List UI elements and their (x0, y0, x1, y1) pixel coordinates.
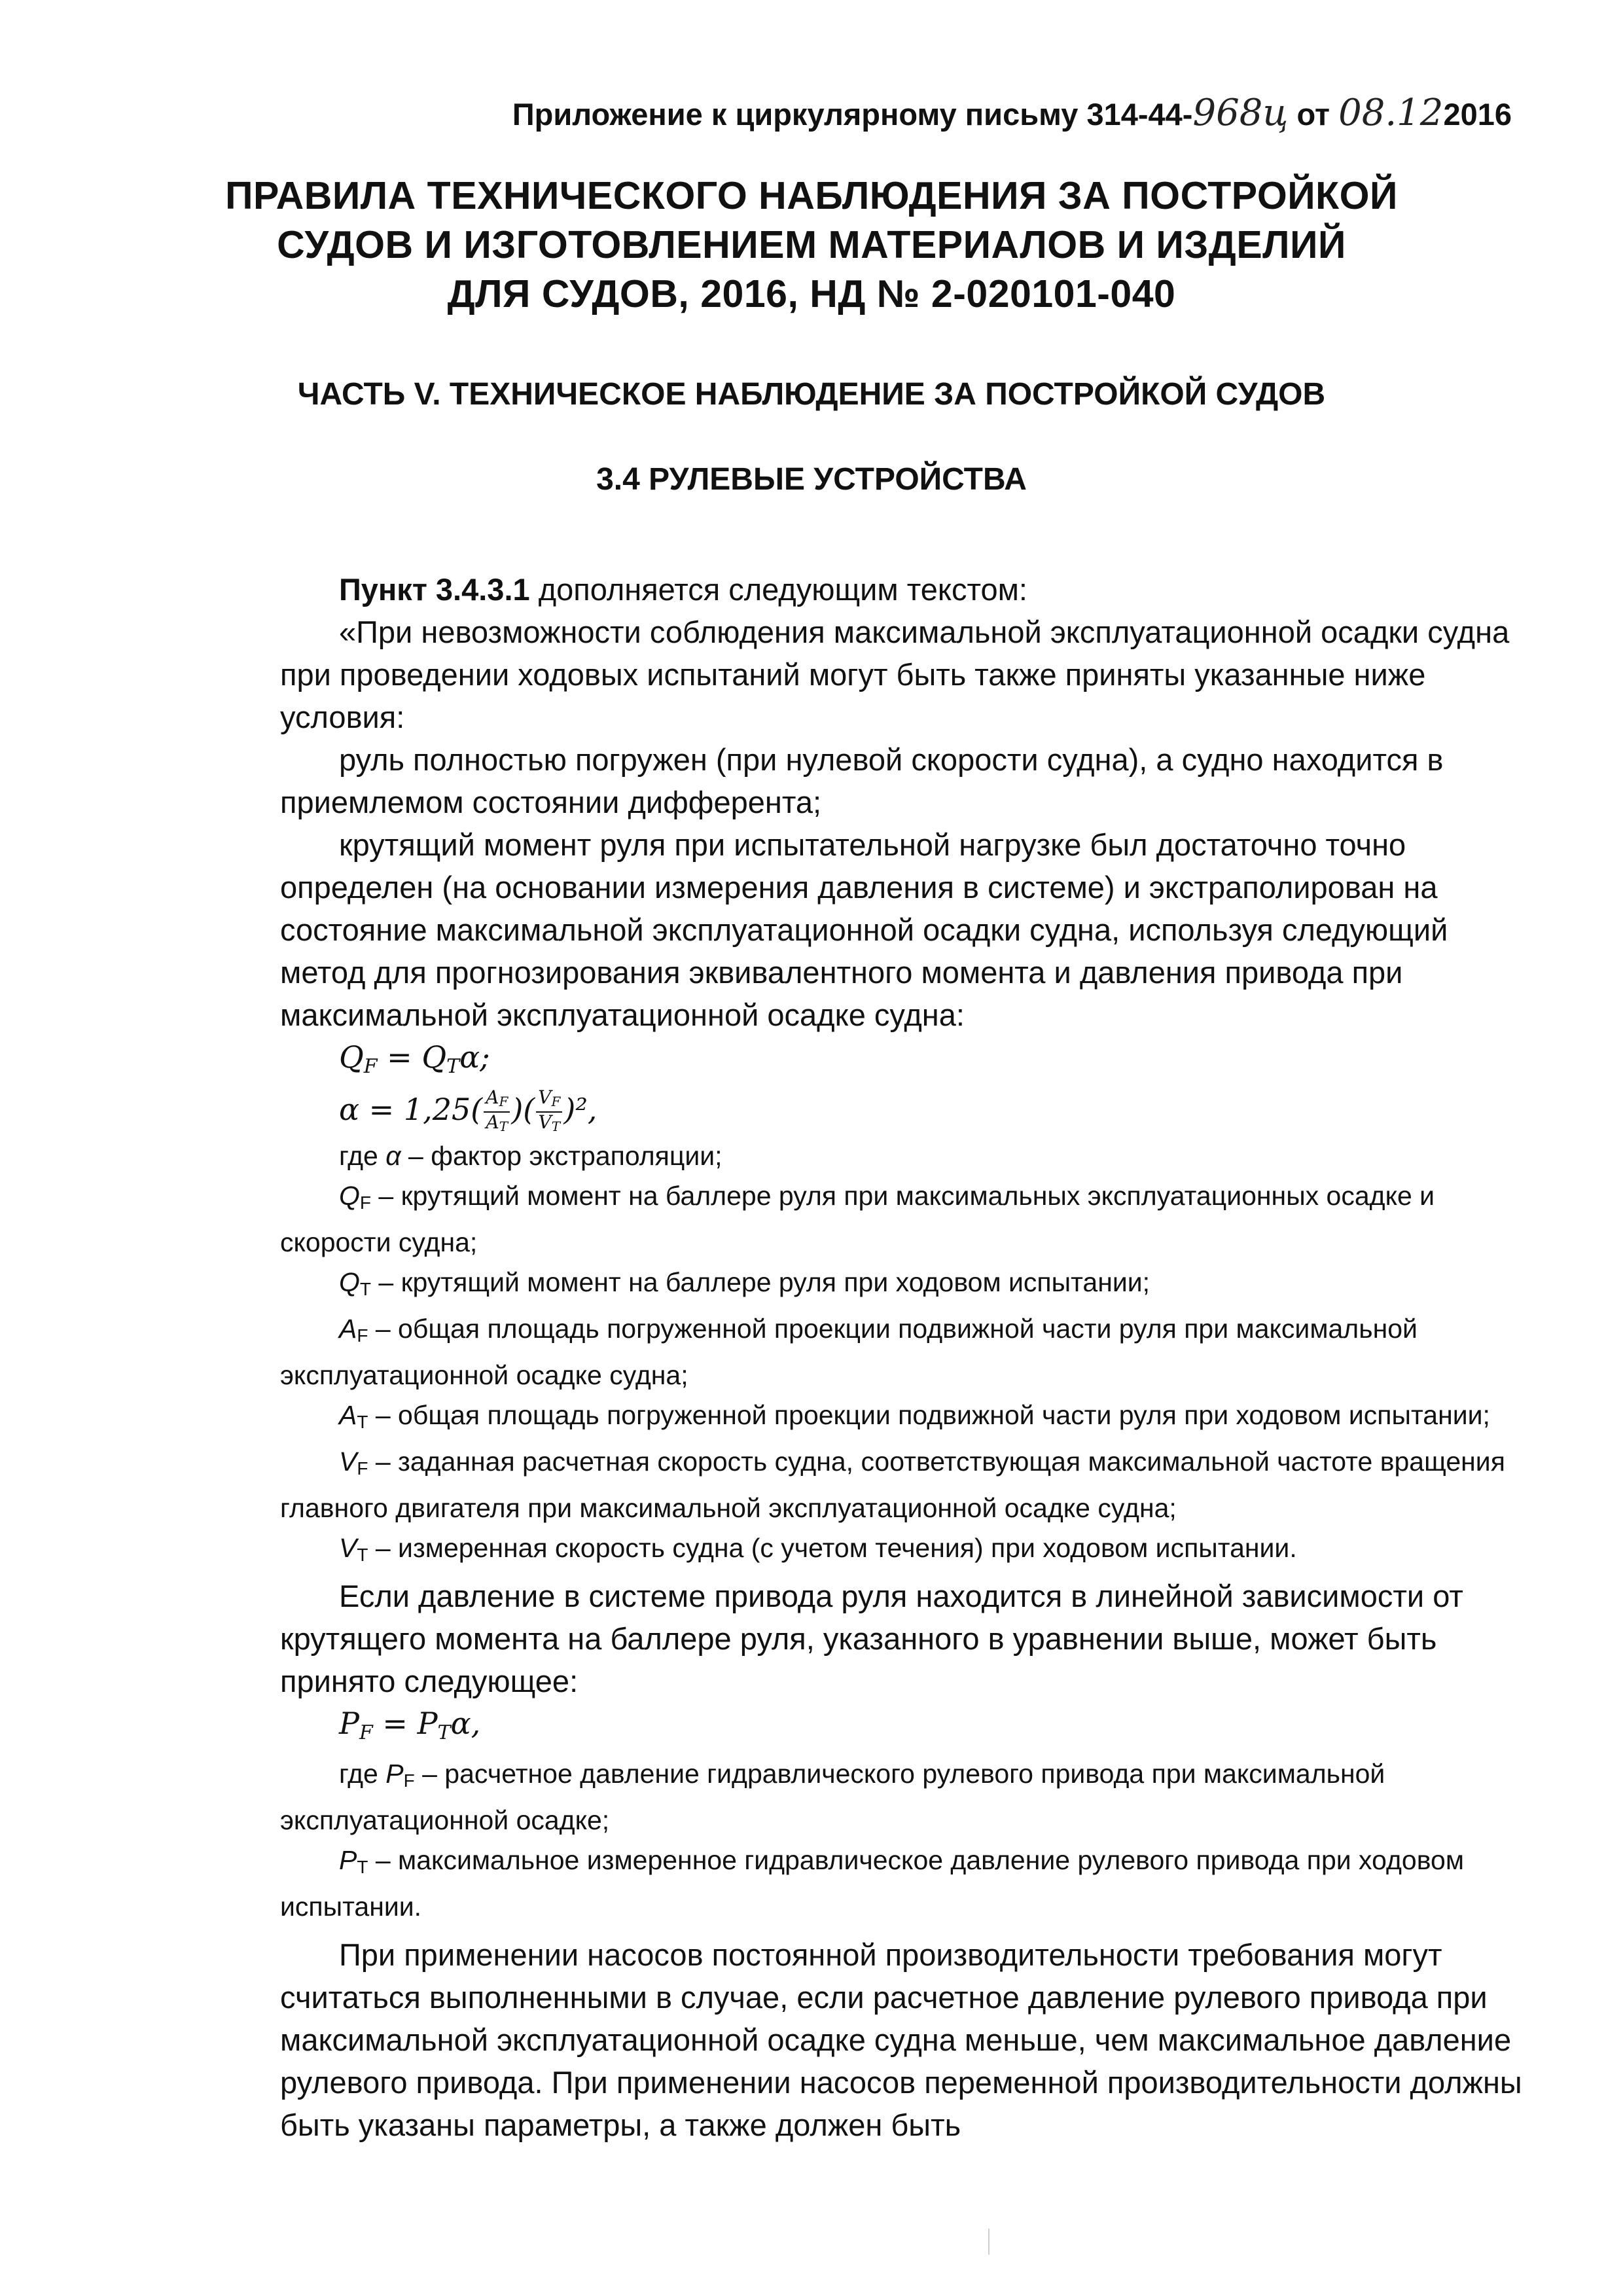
formula-symbol: Q (339, 1039, 364, 1075)
definition-subscript: T (359, 1279, 372, 1299)
header-from-label: от (1288, 97, 1339, 132)
appendix-header (512, 92, 1512, 134)
title-line: ПРАВИЛА ТЕХНИЧЕСКОГО НАБЛЮДЕНИЯ ЗА ПОСТРОЙКОЙ (225, 174, 1398, 217)
formula-operator: = (372, 1706, 418, 1741)
intro-paragraph (280, 568, 1524, 611)
definition-symbol: A (339, 1314, 357, 1344)
document-body (280, 568, 1524, 2146)
definition-item (280, 1528, 1524, 1575)
body-paragraph: руль полностью погружен (при нулевой скорости судна), а судно находится в приемлемом состоянии дифферента; (280, 742, 1444, 819)
definition-symbol: Q (339, 1181, 360, 1211)
definition-item (280, 1176, 1524, 1263)
intro-text: дополняется следующим текстом: (529, 572, 1027, 607)
fraction-numerator: $A_F$ (484, 1088, 510, 1113)
definition-item (280, 1395, 1524, 1442)
formula-subscript: T (437, 1721, 451, 1744)
formula-tail: α, (450, 1706, 481, 1741)
fraction-speed (536, 1088, 562, 1136)
definition-symbol: V (339, 1446, 357, 1477)
definition-subscript: F (359, 1193, 372, 1213)
scan-artifact-line (988, 2229, 990, 2255)
definition-symbol: α (385, 1141, 401, 1171)
document-title (131, 171, 1492, 319)
body-paragraph-pumps: При применении насосов постоянной производительности требования могут считаться выполненными в случае, если расчетное давление рулевого привода при максимальной эксплуатационной осадке судна меньше, чем максимальное давление рулевого привода. При применении насосов переменной производительности должны быть указаны параметры, а также должен быть (280, 1937, 1522, 2142)
definition-symbol: Q (339, 1267, 360, 1297)
definition-text: – фактор экстраполяции; (401, 1141, 722, 1171)
definition-text: – крутящий момент на баллере руля при максимальных эксплуатационных осадке и скорости судна; (280, 1181, 1435, 1257)
formula-symbol: Q (421, 1039, 447, 1075)
definition-symbol: P (339, 1845, 357, 1875)
handwritten-letter-number: 968ц (1192, 92, 1289, 134)
intro-clause-ref: Пункт 3.4.3.1 (339, 572, 530, 607)
pressure-definition (280, 1840, 1524, 1927)
definition-text: – максимальное измеренное гидравлическое давление рулевого привода при ходовом испытании. (280, 1845, 1465, 1922)
definition-text: – общая площадь погруженной проекции подвижной части руля при ходовом испытании; (368, 1400, 1490, 1430)
body-paragraph-linear: Если давление в системе привода руля находится в линейной зависимости от крутящего момента на баллере руля, указанного в уравнении выше, может быть принято следующее: (280, 1579, 1463, 1698)
definition-prefix: где (339, 1759, 386, 1789)
part-heading: ЧАСТЬ V. ТЕХНИЧЕСКОЕ НАБЛЮДЕНИЕ ЗА ПОСТРОЙКОЙ СУДОВ (297, 377, 1326, 412)
body-paragraph: крутящий момент руля при испытательной нагрузке был достаточно точно определен (на основании измерения давления в системе) и экстраполирован на состояние максимальной эксплуатационной осадки судна, используя следующий метод для прогнозирования эквивалентного момента и давления привода при максимальной эксплуатационной осадке судна: (280, 827, 1448, 1032)
definition-prefix: где (339, 1141, 386, 1171)
handwritten-letter-date: 08.12 (1338, 92, 1444, 134)
definition-alpha (280, 1136, 1524, 1176)
fraction-area (484, 1088, 510, 1136)
body-paragraph: «При невозможности соблюдения максимальной эксплуатационной осадки судна при проведении ходовых испытаний могут быть также приняты указанные ниже условия: (280, 615, 1510, 734)
formula-symbol: P (339, 1706, 359, 1741)
formula-symbol: P (417, 1706, 438, 1741)
formula-tail: )², (563, 1092, 597, 1127)
definition-subscript: T (357, 1857, 368, 1877)
title-line: СУДОВ И ИЗГОТОВЛЕНИЕМ МАТЕРИАЛОВ И ИЗДЕЛИЙ (277, 223, 1346, 266)
definition-text: – расчетное давление гидравлического рулевого привода при максимальной эксплуатационной осадке; (280, 1759, 1385, 1835)
definition-item (280, 1263, 1524, 1309)
formula-torque (280, 1036, 1524, 1088)
definition-item (280, 1309, 1524, 1395)
formula-subscript: T (446, 1055, 460, 1078)
title-line: ДЛЯ СУДОВ, 2016, НД № 2-020101-040 (447, 272, 1176, 315)
formula-subscript: F (359, 1721, 373, 1744)
definition-item (280, 1442, 1524, 1528)
definition-symbol: V (339, 1533, 357, 1563)
definition-text: – общая площадь погруженной проекции подвижной части руля при максимальной эксплуатационной осадке судна; (280, 1314, 1418, 1390)
pressure-definition (280, 1754, 1524, 1840)
formula-tail: α; (459, 1039, 490, 1075)
definition-subscript: F (357, 1325, 368, 1346)
header-prefix: Приложение к циркулярному письму 314-44- (512, 97, 1193, 132)
header-year: 2016 (1443, 97, 1512, 132)
fraction-denominator: $V_T$ (538, 1111, 561, 1134)
formula-operator: = (377, 1039, 422, 1075)
definition-subscript: T (357, 1545, 368, 1565)
definition-subscript: T (357, 1412, 368, 1432)
formula-pressure (280, 1702, 1524, 1754)
formula-operator: )( (511, 1092, 535, 1127)
fraction-numerator: $V_F$ (536, 1088, 562, 1113)
definition-text: – крутящий момент на баллере руля при ходовом испытании; (371, 1267, 1150, 1297)
formula-subscript: F (363, 1055, 378, 1078)
formula-alpha (280, 1088, 1524, 1136)
definition-symbol: P (385, 1759, 404, 1789)
definition-text: – заданная расчетная скорость судна, соответствующая максимальной частоте вращения главного двигателя при максимальной эксплуатационной осадке судна; (280, 1446, 1505, 1523)
definition-subscript: F (357, 1458, 368, 1479)
section-heading: 3.4 РУЛЕВЫЕ УСТРОЙСТВА (596, 462, 1027, 497)
formula-lhs: α = 1,25( (339, 1092, 483, 1127)
definition-text: – измеренная скорость судна (с учетом течения) при ходовом испытании. (368, 1533, 1297, 1563)
fraction-denominator: $A_T$ (486, 1111, 508, 1134)
definition-symbol: A (339, 1400, 357, 1430)
definition-subscript: F (403, 1770, 415, 1791)
